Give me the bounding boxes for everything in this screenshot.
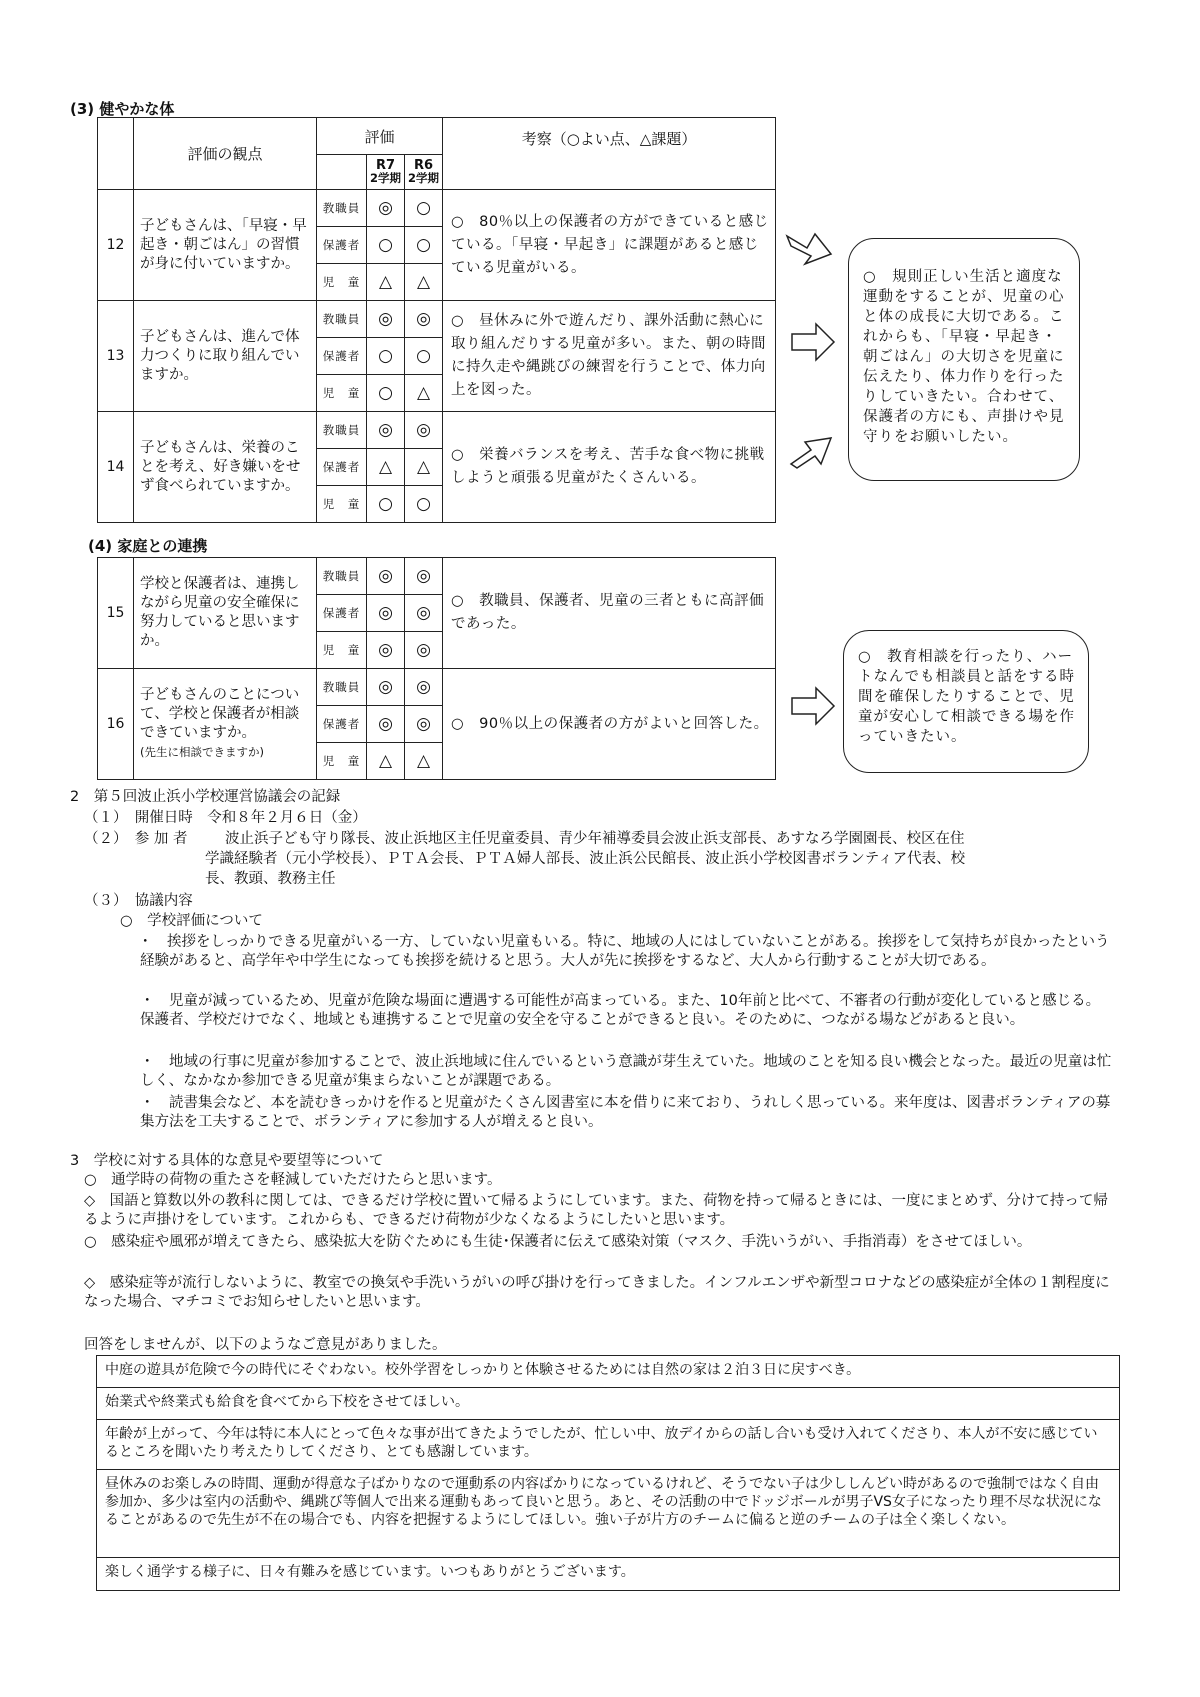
meeting-bullet: ・ 挨拶をしっかりできる児童がいる一方、していない児童もいる。特に、地域の人にはしていないことがある。挨拶をして気持ちが良かったという経験があると、高学年や中学生になっても挨拶を続けると思う。大人が先に挨拶をするなど、大人から行動することが大切である。 bbox=[138, 934, 1110, 969]
health-summary-bubble: ○ 規則正しい生活と適度な運動をすることが、児童の心と体の成長に大切である。これからも、「早寝・早起き・朝ごはん」の大切さを児童に伝えたり、体力作りを行ったりしていきたい。合わせて、保護者の方にも、声掛けや見守りをお願いしたい。 bbox=[848, 238, 1080, 481]
eval-mark: ◎ bbox=[367, 632, 405, 669]
row-question: 子どもさんのことについて、学校と保護者が相談できていますか。 (先生に相談できますか) bbox=[134, 669, 317, 780]
respondent-label: 児 童 bbox=[317, 264, 367, 301]
meeting-bullet: ・ 地域の行事に児童が参加することで、波止浜地域に住んでいるという意識が芽生えていた。地域のことを知る良い機会となった。最近の児童は忙しく、なかなか参加できる児童が集まらないことが課題である。 bbox=[140, 1054, 1112, 1089]
eval-mark: ○ bbox=[405, 190, 443, 227]
arrow-up-right-icon bbox=[785, 218, 835, 268]
eval-mark: ◎ bbox=[405, 706, 443, 743]
eval-mark: △ bbox=[405, 264, 443, 301]
header-eval: 評価 bbox=[317, 118, 443, 155]
eval-mark: ○ bbox=[405, 486, 443, 523]
eval-mark: ◎ bbox=[367, 706, 405, 743]
opinion-mark: ◇ bbox=[84, 1193, 96, 1209]
opinion-mark: ◇ bbox=[84, 1275, 96, 1291]
meeting-date: （１） 開催日時 令和８年２月６日（金） bbox=[84, 810, 367, 826]
no-reply-item: 年齢が上がって、今年は特に本人にとって色々な事が出てきたようでしたが、忙しい中、放デイからの話し合いも受け入れてくださり、本人が不安に感じているところを聞いたり考えたりしてくださり、とても感謝しています。 bbox=[96, 1419, 1120, 1469]
respondent-label: 保護者 bbox=[317, 338, 367, 375]
eval-mark: ○ bbox=[405, 227, 443, 264]
participants-label: （２） 参 加 者 bbox=[84, 831, 188, 847]
header-viewpoint: 評価の観点 bbox=[134, 118, 317, 190]
meeting-topic: ○ 学校評価について bbox=[120, 913, 263, 929]
no-reply-item: 始業式や終業式も給食を食べてから下校をさせてほしい。 bbox=[96, 1387, 1120, 1419]
arrow-right-icon bbox=[790, 686, 836, 726]
eval-mark: △ bbox=[367, 743, 405, 780]
row-number: 13 bbox=[98, 301, 134, 412]
eval-mark: ○ bbox=[405, 338, 443, 375]
family-table bbox=[97, 557, 776, 780]
no-reply-item: 楽しく通学する様子に、日々有難みを感じています。いつもありがとうございます。 bbox=[96, 1557, 1120, 1591]
row-question: 子どもさんは、進んで体力つくりに取り組んでいますか。 bbox=[134, 301, 317, 412]
participants-line: 波止浜子ども守り隊長、波止浜地区主任児童委員、青少年補導委員会波止浜支部長、あすなろ学園園長、校区在住 bbox=[225, 831, 965, 847]
meeting-title: 2 第５回波止浜小学校運営協議会の記録 bbox=[70, 789, 341, 805]
opinion-item: ○ 通学時の荷物の重たさを軽減していただけたらと思います。 bbox=[84, 1172, 502, 1188]
opinions-title: 3 学校に対する具体的な意見や要望等について bbox=[70, 1153, 384, 1169]
opinion-item: ○ 感染症や風邪が増えてきたら、感染拡大を防ぐためにも生徒･保護者に伝えて感染対策（マスク、手洗いうがい、手指消毒）をさせてほしい。 bbox=[84, 1234, 1032, 1250]
row-number: 14 bbox=[98, 412, 134, 523]
health-table bbox=[97, 117, 776, 523]
section-4-title: (4) 家庭との連携 bbox=[88, 537, 208, 555]
row-question: 子どもさんは、栄養のことを考え、好き嫌いをせず食べられていますか。 bbox=[134, 412, 317, 523]
respondent-label: 教職員 bbox=[317, 190, 367, 227]
row-question: 子どもさんは、「早寝・早起き・朝ごはん」の習慣が身に付いていますか。 bbox=[134, 190, 317, 301]
row-observation: ○ 昼休みに外で遊んだり、課外活動に熱心に取り組んだりする児童が多い。また、朝の時間に持久走や縄跳びの練習を行うことで、体力向上を図った。 bbox=[443, 301, 776, 412]
eval-mark: ◎ bbox=[405, 632, 443, 669]
no-reply-intro: 回答をしませんが、以下のようなご意見がありました。 bbox=[84, 1337, 447, 1353]
header-r7: R7 2学期 bbox=[367, 155, 405, 190]
eval-mark: ○ bbox=[367, 375, 405, 412]
respondent-label: 教職員 bbox=[317, 301, 367, 338]
respondent-label: 教職員 bbox=[317, 669, 367, 706]
row-observation: ○ 栄養バランスを考え、苦手な食べ物に挑戦しようと頑張る児童がたくさんいる。 bbox=[443, 412, 776, 523]
arrow-right-icon bbox=[790, 322, 836, 362]
no-reply-item: 昼休みのお楽しみの時間、運動が得意な子ばかりなので運動系の内容ばかりになっているけれど、そうでない子は少ししんどい時があるので強制ではなく自由参加か、多少は室内の活動や、縄跳び等個人で出来る運動もあって良いと思う。あと、その活動の中でドッジボールが男子VS女子になったり理不尽な状況になることがあるので先生が不在の場合でも、内容を把握するようにしてほしい。強い子が片方のチームに偏ると逆のチームの子は全く楽しくない。 bbox=[96, 1469, 1120, 1557]
arrow-down-right-icon bbox=[785, 420, 835, 470]
content-label: （３） 協議内容 bbox=[84, 893, 193, 909]
table-row bbox=[98, 190, 776, 227]
respondent-label: 保護者 bbox=[317, 706, 367, 743]
row-observation: ○ 教職員、保護者、児童の三者ともに高評価であった。 bbox=[443, 558, 776, 669]
eval-mark: ◎ bbox=[367, 190, 405, 227]
section-3-title: (3) 健やかな体 bbox=[70, 100, 175, 118]
eval-mark: ◎ bbox=[367, 412, 405, 449]
header-r6: R6 2学期 bbox=[405, 155, 443, 190]
table-row bbox=[98, 558, 776, 595]
row-question: 学校と保護者は、連携しながら児童の安全確保に努力していると思いますか。 bbox=[134, 558, 317, 669]
participants-line: 長、教頭、教務主任 bbox=[205, 871, 336, 887]
row-observation: ○ 90％以上の保護者の方がよいと回答した。 bbox=[443, 669, 776, 780]
header-num bbox=[98, 118, 134, 190]
respondent-label: 保護者 bbox=[317, 227, 367, 264]
row-number: 15 bbox=[98, 558, 134, 669]
eval-mark: ◎ bbox=[405, 595, 443, 632]
row-number: 12 bbox=[98, 190, 134, 301]
respondent-label: 児 童 bbox=[317, 632, 367, 669]
opinion-mark: ○ bbox=[84, 1234, 97, 1250]
eval-mark: △ bbox=[405, 743, 443, 780]
meeting-bullet: ・ 児童が減っているため、児童が危険な場面に遭遇する可能性が高まっている。また、10年前と比べて、不審者の行動が変化していると感じる。保護者、学校だけでなく、地域とも連携することで児童の安全を守ることができると良い。そのために、つながる場などがあると良い。 bbox=[140, 993, 1101, 1028]
respondent-label: 教職員 bbox=[317, 558, 367, 595]
respondent-label: 児 童 bbox=[317, 375, 367, 412]
eval-mark: ◎ bbox=[405, 301, 443, 338]
respondent-label: 保護者 bbox=[317, 449, 367, 486]
eval-mark: △ bbox=[405, 375, 443, 412]
eval-mark: △ bbox=[367, 449, 405, 486]
opinion-item: ◇ 国語と算数以外の教科に関しては、できるだけ学校に置いて帰るようにしています。また、荷物を持って帰るときには、一度にまとめず、分けて持って帰るように声掛けをしています。これからも、できるだけ荷物が少なくなるようにしたいと思います。 bbox=[84, 1193, 1108, 1228]
opinion-mark: ○ bbox=[84, 1172, 97, 1188]
eval-mark: △ bbox=[367, 264, 405, 301]
participants-line: 学識経験者（元小学校長）、ＰＴＡ会長、ＰＴＡ婦人部長、波止浜公民館長、波止浜小学校図書ボランティア代表、校 bbox=[205, 851, 966, 867]
eval-mark: ○ bbox=[367, 227, 405, 264]
respondent-label: 保護者 bbox=[317, 595, 367, 632]
eval-mark: ◎ bbox=[367, 558, 405, 595]
eval-mark: △ bbox=[405, 449, 443, 486]
no-reply-item: 中庭の遊具が危険で今の時代にそぐわない。校外学習をしっかりと体験させるためには自然の家は２泊３日に戻すべき。 bbox=[96, 1355, 1120, 1387]
respondent-label: 児 童 bbox=[317, 743, 367, 780]
eval-mark: ○ bbox=[367, 486, 405, 523]
table-row bbox=[98, 301, 776, 338]
eval-mark: ◎ bbox=[405, 669, 443, 706]
opinion-item: ◇ 感染症等が流行しないように、教室での換気や手洗いうがいの呼び掛けを行ってきました。インフルエンザや新型コロナなどの感染症が全体の１割程度になった場合、マチコミでお知らせしたいと思います。 bbox=[84, 1275, 1110, 1310]
respondent-label: 児 童 bbox=[317, 486, 367, 523]
row-question-note: (先生に相談できますか) bbox=[140, 745, 264, 759]
row-number: 16 bbox=[98, 669, 134, 780]
eval-mark: ◎ bbox=[367, 595, 405, 632]
table-row bbox=[98, 669, 776, 706]
respondent-label: 教職員 bbox=[317, 412, 367, 449]
eval-mark: ○ bbox=[367, 338, 405, 375]
eval-mark: ◎ bbox=[367, 669, 405, 706]
header-observation: 考察（○よい点、△課題） bbox=[443, 118, 776, 190]
eval-mark: ◎ bbox=[405, 412, 443, 449]
family-summary-bubble: ○ 教育相談を行ったり、ハートなんでも相談員と話をする時間を確保したりすることで、児童が安心して相談できる場を作っていきたい。 bbox=[843, 630, 1089, 773]
header-blank bbox=[317, 155, 367, 190]
table-row bbox=[98, 412, 776, 449]
meeting-bullet: ・ 読書集会など、本を読むきっかけを作ると児童がたくさん図書室に本を借りに来ており、うれしく思っている。来年度は、図書ボランティアの募集方法を工夫することで、ボランティアに参加する人が増えると良い。 bbox=[140, 1095, 1111, 1130]
row-observation: ○ 80％以上の保護者の方ができていると感じている。「早寝・早起き」に課題があると感じている児童がいる。 bbox=[443, 190, 776, 301]
eval-mark: ◎ bbox=[405, 558, 443, 595]
eval-mark: ◎ bbox=[367, 301, 405, 338]
